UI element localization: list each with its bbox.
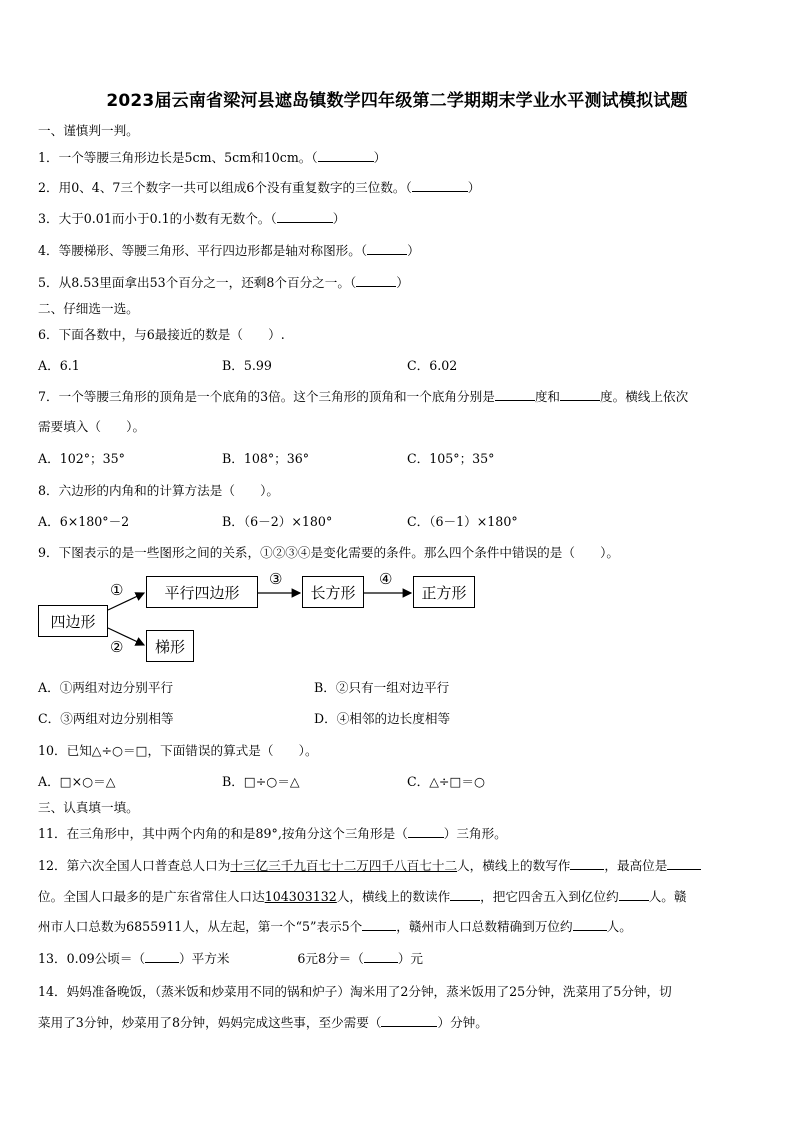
question-text: 12．第六次全国人口普查总人口为 — [38, 858, 231, 873]
question-14-line-2 — [38, 1012, 488, 1031]
answer-blank[interactable] — [408, 825, 444, 838]
box-rectangle: 长方形 — [302, 576, 364, 608]
question-text: 人。赣 — [648, 889, 687, 904]
option-b[interactable]: B．□÷○＝△ — [222, 774, 300, 789]
answer-blank[interactable] — [145, 950, 179, 963]
answer-blank[interactable] — [570, 857, 604, 870]
question-13 — [38, 948, 423, 967]
question-text: 3．大于0.01而小于0.1的小数有无数个。（ — [38, 211, 277, 226]
question-8: 8．六边形的内角和的计算方法是（ ）。 — [38, 483, 279, 498]
option-c[interactable]: C．105°；35° — [407, 451, 495, 466]
option-c[interactable]: C．（6－1）×180° — [407, 514, 518, 529]
question-text: 7．一个等腰三角形的顶角是一个底角的3倍。这个三角形的顶角和一个底角分别是 — [38, 389, 495, 404]
question-text: 度和 — [534, 389, 560, 404]
question-text: ）元 — [397, 951, 424, 966]
answer-blank[interactable] — [450, 888, 480, 901]
option-a[interactable]: A．□×○＝△ — [38, 774, 116, 789]
question-end: ） — [407, 243, 420, 258]
question-text: 4．等腰梯形、等腰三角形、平行四边形都是轴对称图形。（ — [38, 243, 368, 258]
shape-relationship-diagram — [36, 568, 496, 668]
question-text: ，把它四舍五入到亿位约 — [480, 889, 619, 904]
question-text: 6元8分＝（ — [297, 951, 364, 966]
question-7-line-2: 需要填入（ ）。 — [38, 419, 146, 434]
question-text: 1．一个等腰三角形边长是5cm、5cm和10cm。（ — [38, 150, 318, 165]
question-14: 14．妈妈准备晚饭，（蒸米饭和炒菜用不同的锅和炉子）淘米用了2分钟，蒸米饭用了25分钟，洗菜用了5分钟，切 — [38, 984, 672, 999]
answer-blank[interactable] — [573, 918, 607, 931]
question-text: 人，横线上的数读作 — [336, 889, 451, 904]
answer-blank[interactable] — [367, 242, 407, 255]
box-quadrilateral: 四边形 — [38, 605, 108, 637]
question-text: 2．用0、4、7三个数字一共可以组成6个没有重复数字的三位数。（ — [38, 180, 412, 195]
question-text: 5．从8.53里面拿出53个百分之一，还剩8个百分之一。（ — [38, 275, 357, 290]
section-heading-3: 三、认真填一填。 — [38, 800, 139, 815]
option-a[interactable]: A．6×180°－2 — [38, 514, 130, 529]
question-text: ，赣州市人口总数精确到万位约 — [396, 919, 573, 934]
box-trapezoid: 梯形 — [146, 630, 194, 662]
answer-blank[interactable] — [667, 857, 701, 870]
section-heading-2: 二、仔细选一选。 — [38, 301, 139, 316]
condition-4-label: ④ — [379, 570, 393, 588]
question-end: ） — [467, 180, 481, 195]
question-9: 9．下图表示的是一些图形之间的关系，①②③④是变化需要的条件。那么四个条件中错误的是（ ）。 — [38, 545, 620, 560]
question-text: 州市人口总数为6855911人，从左起，第一个“5”表示5个 — [38, 919, 363, 934]
answer-blank[interactable] — [495, 388, 535, 401]
condition-1-label: ① — [110, 581, 124, 599]
option-a[interactable]: A．①两组对边分别平行 — [38, 680, 174, 695]
question-text: 菜用了3分钟，炒菜用了8分钟，妈妈完成这些事，至少需要（ — [38, 1015, 382, 1030]
question-end: ） — [396, 275, 409, 290]
box-parallelogram: 平行四边形 — [146, 576, 258, 608]
option-c[interactable]: C．6.02 — [407, 358, 458, 373]
section-heading-1: 一、谨慎判一判。 — [38, 123, 139, 138]
question-6: 6．下面各数中，与6最接近的数是（ ）. — [38, 327, 285, 342]
answer-blank[interactable] — [364, 950, 398, 963]
question-5 — [38, 272, 409, 291]
answer-blank[interactable] — [318, 149, 374, 162]
option-a[interactable]: A．102°；35° — [38, 451, 125, 466]
option-b[interactable]: B．（6－2）×180° — [222, 514, 333, 529]
question-text: 人。 — [606, 919, 632, 934]
question-12-line-2 — [38, 886, 686, 905]
answer-blank[interactable] — [356, 274, 396, 287]
answer-blank[interactable] — [560, 388, 600, 401]
question-7 — [38, 386, 688, 405]
box-square: 正方形 — [413, 576, 475, 608]
question-text: 度。横线上依次 — [600, 389, 689, 404]
question-12-line-3 — [38, 916, 632, 935]
underlined-number: 104303132 — [264, 889, 337, 904]
question-text: ）分钟。 — [437, 1015, 488, 1030]
question-text: 11．在三角形中，其中两个内角的和是89°,按角分这个三角形是（ — [38, 826, 408, 841]
question-10: 10．已知△÷○＝□，下面错误的算式是（ ）。 — [38, 743, 318, 758]
option-d[interactable]: D．④相邻的边长度相等 — [314, 711, 451, 726]
question-2 — [38, 177, 480, 196]
option-a[interactable]: A．6.1 — [38, 358, 80, 373]
question-text: 人，横线上的数写作 — [457, 858, 571, 873]
option-b[interactable]: B．108°；36° — [222, 451, 310, 466]
condition-2-label: ② — [110, 638, 124, 656]
underlined-number: 十三亿三千九百七十二万四千八百七十二 — [230, 858, 458, 873]
option-b[interactable]: B．5.99 — [222, 358, 272, 373]
question-4 — [38, 240, 420, 259]
question-end: ） — [332, 211, 346, 226]
answer-blank[interactable] — [412, 179, 468, 192]
option-c[interactable]: C．△÷□＝○ — [407, 774, 485, 789]
option-b[interactable]: B．②只有一组对边平行 — [314, 680, 450, 695]
page-title: 2023届云南省梁河县遮岛镇数学四年级第二学期期末学业水平测试模拟试题 — [106, 91, 688, 111]
question-end: ） — [373, 150, 387, 165]
question-text: 13．0.09公顷＝（ — [38, 951, 146, 966]
answer-blank[interactable] — [381, 1014, 437, 1027]
question-3 — [38, 208, 345, 227]
question-end: ）三角形。 — [443, 826, 507, 841]
question-text: ，最高位是 — [604, 858, 668, 873]
question-text: ）平方米 — [179, 951, 230, 966]
answer-blank[interactable] — [277, 210, 333, 223]
question-11 — [38, 823, 507, 842]
question-12 — [38, 855, 701, 874]
question-1 — [38, 147, 386, 166]
question-text: 位。全国人口最多的是广东省常住人口达 — [38, 889, 265, 904]
option-c[interactable]: C．③两组对边分别相等 — [38, 711, 174, 726]
condition-3-label: ③ — [269, 570, 283, 588]
answer-blank[interactable] — [362, 918, 396, 931]
answer-blank[interactable] — [619, 888, 649, 901]
